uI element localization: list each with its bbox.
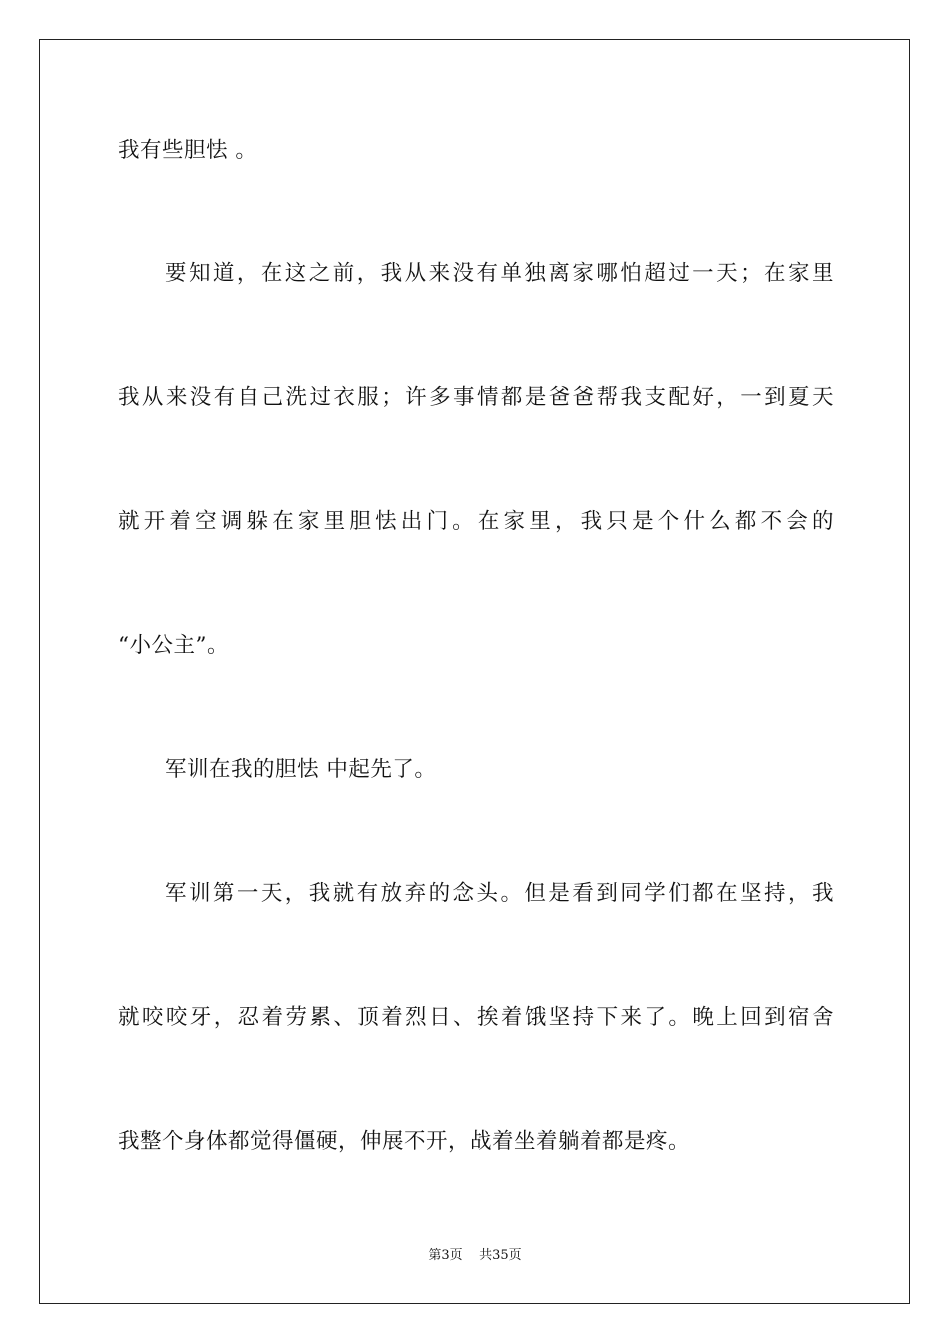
text-line: “小公主”。 <box>118 633 229 658</box>
text-line: 军训在我的胆怯 中起先了。 <box>165 757 437 782</box>
page-total: 共35页 <box>479 1248 522 1263</box>
text-line: 我整个身体都觉得僵硬，伸展不开，战着坐着躺着都是疼。 <box>118 1129 691 1154</box>
text-line: 我从来没有自己洗过衣服；许多事情都是爸爸帮我支配好，一到夏天 <box>118 385 834 410</box>
page-footer <box>0 1246 950 1266</box>
text-line: 要知道，在这之前，我从来没有单独离家哪怕超过一天；在家里 <box>165 261 834 286</box>
text-line: 就咬咬牙，忍着劳累、顶着烈日、挨着饿坚持下来了。晚上回到宿舍 <box>118 1005 834 1030</box>
page-border <box>39 39 910 1304</box>
text-line: 我有些胆怯 。 <box>118 138 258 163</box>
text-line: 军训第一天，我就有放弃的念头。但是看到同学们都在坚持，我 <box>165 881 834 906</box>
page-number: 第3页 <box>428 1248 463 1263</box>
text-line: 就开着空调躲在家里胆怯出门。在家里，我只是个什么都不会的 <box>118 509 834 534</box>
